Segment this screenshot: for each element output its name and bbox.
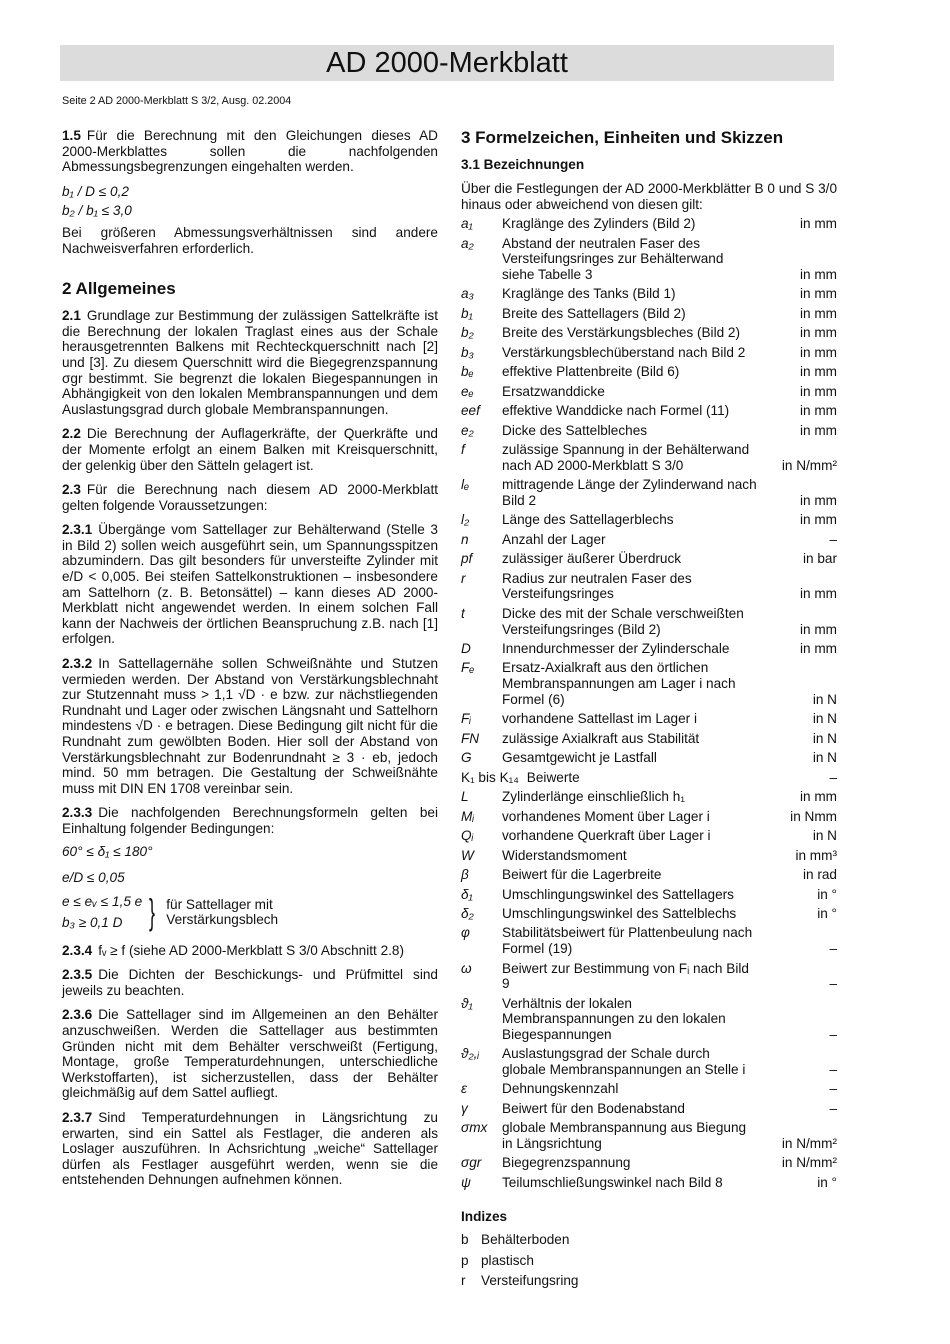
definition-unit: in mm — [799, 286, 837, 302]
definition-symbol: γ — [461, 1100, 468, 1116]
definition-symbol: φ — [461, 925, 470, 941]
definition-symbol: b₃ — [461, 344, 474, 360]
definition-row — [461, 216, 837, 232]
definition-text: Beiwert zur Bestimmung von Fᵢ nach Bild 9 — [502, 960, 749, 992]
definition-unit: in mm — [799, 216, 837, 232]
definition-text: Dehnungskennzahl — [502, 1081, 619, 1097]
definition-symbol: Fᵢ — [461, 711, 471, 727]
definition-unit: in mm — [799, 586, 837, 602]
definition-text: mittragende Länge der Zylinderwand nach Bild 2 — [502, 477, 757, 508]
index-key: b — [461, 1232, 469, 1248]
definition-row — [461, 1175, 837, 1191]
definition-row — [461, 711, 837, 727]
definition-symbol: r — [461, 570, 466, 586]
definition-row — [461, 571, 837, 602]
definition-unit: – — [829, 941, 837, 957]
definition-unit: in N — [812, 750, 837, 766]
definition-symbol: eₑ — [461, 383, 474, 399]
definition-text: vorhandenes Moment über Lager i — [502, 808, 710, 824]
definition-unit: in mm — [799, 305, 837, 321]
definition-text: zulässiger äußerer Überdruck — [502, 551, 682, 567]
section-2-3-5: 2.3.5 Die Dichten der Beschickungs- und Prüfmittel sind jeweils zu beachten. — [62, 967, 438, 998]
definition-row — [461, 809, 837, 825]
definition-row — [461, 961, 837, 992]
definition-symbol: W — [461, 847, 474, 863]
section-2-3-2: 2.3.2 In Sattellagernähe sollen Schweißnähte und Stutzen vermieden werden. Der Abstand von Verstärkungsblechnaht zur Stutzennaht muss > 1,1 √D · e bzw. zur nächstliegenden Rundnaht und Lager oder zwischen Längsnaht und Sattelhorn mindestens √D · e betragen. Diese Bedingung gilt nicht für die Rundnaht zum gewölbten Boden. Hier soll der Abstand von Verstärkungsblechnaht zur Bodenrundnaht ≥ 3 · eb, jedoch mind. 50 mm betragen. Die Gestaltung der Schweißnähte muss mit DIN EN 1708 vereinbar sein. — [62, 656, 438, 796]
condition-b3: b₃ ≥ 0,1 D — [62, 914, 123, 930]
indices-list — [461, 1232, 837, 1289]
definition-unit: in N — [812, 730, 837, 746]
definition-text: Stabilitätsbeiwert für Plattenbeulung nach Formel (19) — [502, 925, 753, 957]
definition-row — [461, 606, 837, 637]
definition-symbol: a₂ — [461, 235, 474, 251]
definition-unit: in mm — [799, 789, 837, 805]
index-value: plastisch — [481, 1252, 534, 1268]
section-2-3-3: 2.3.3 Die nachfolgenden Berechnungsformeln gelten bei Einhaltung folgender Bedingungen: — [62, 805, 438, 836]
definition-row — [461, 384, 837, 400]
definition-symbol: σmx — [461, 1120, 488, 1136]
definition-symbol: eef — [461, 403, 480, 419]
definition-unit: – — [829, 976, 837, 992]
definition-row — [461, 512, 837, 528]
section-2-3-7: 2.3.7 Sind Temperaturdehnungen in Längsrichtung zu erwarten, sind ein Sattel als Festlager, die anderen als Loslager auszuführen. In Achsrichtung „weiche“ Sattellager dürfen als Festlager ausgeführt werden, wenn sie die entstehenden Dehnungen aufnehmen können. — [62, 1109, 438, 1188]
definition-unit: in N — [812, 691, 837, 707]
definition-row — [461, 925, 837, 956]
definition-unit: in mm — [799, 325, 837, 341]
definition-symbol: Mᵢ — [461, 808, 475, 824]
definition-text: Länge des Sattellagerblechs — [502, 512, 674, 528]
symbol-definitions — [461, 216, 837, 1190]
definition-row — [461, 731, 837, 747]
definition-text: Verhältnis der lokalen Membranspannungen zu den lokalen Biegespannungen — [502, 995, 726, 1042]
definition-row — [461, 789, 837, 805]
definition-text: Breite des Verstärkungsbleches (Bild 2) — [502, 325, 741, 341]
condition-delta1: 60° ≤ δ₁ ≤ 180° — [62, 843, 153, 859]
definition-symbol: β — [461, 867, 469, 883]
definition-text: Ersatzwanddicke — [502, 383, 605, 399]
definition-symbol: ϑ₁ — [461, 995, 473, 1011]
definitions-intro: Über die Festlegungen der AD 2000-Merkblätter B 0 und S 3/0 hinaus oder abweichend von diesen gilt: — [461, 181, 837, 212]
definition-text: Innendurchmesser der Zylinderschale — [502, 640, 730, 656]
section-2-3: 2.3 Für die Berechnung nach diesem AD 2000-Merkblatt gelten folgende Voraussetzungen: — [62, 482, 438, 513]
definition-symbol: L — [461, 789, 469, 805]
definition-unit: in mm — [799, 492, 837, 508]
definition-symbol: a₃ — [461, 286, 474, 302]
definition-unit: in N/mm² — [781, 1155, 837, 1171]
definition-row — [461, 442, 837, 473]
definition-unit: in mm — [799, 344, 837, 360]
definition-text: Verstärkungsblechüberstand nach Bild 2 — [502, 344, 746, 360]
definition-row — [461, 1155, 837, 1171]
definition-unit: in N/mm² — [781, 457, 837, 473]
definition-unit: in ° — [817, 905, 837, 921]
definition-unit: in mm — [799, 422, 837, 438]
indices-heading: Indizes — [461, 1208, 508, 1224]
definition-text: Teilumschließungswinkel nach Bild 8 — [502, 1174, 723, 1190]
definition-row — [461, 770, 837, 786]
definition-unit: in mm — [799, 640, 837, 656]
definition-unit: in mm — [799, 364, 837, 380]
definition-unit: – — [829, 1081, 837, 1097]
brace-text-2: Verstärkungsblech — [166, 911, 279, 927]
definition-unit: – — [829, 1061, 837, 1077]
definition-row — [461, 532, 837, 548]
definition-text: Widerstandsmoment — [502, 847, 627, 863]
definition-symbol: δ₁ — [461, 886, 473, 902]
definition-symbol: Qᵢ — [461, 828, 474, 844]
heading-formelzeichen: 3 Formelzeichen, Einheiten und Skizzen — [461, 128, 784, 147]
definition-row — [461, 867, 837, 883]
definition-row — [461, 1120, 837, 1151]
page-title: AD 2000-Merkblatt — [326, 47, 568, 79]
definition-text: Beiwert für den Bodenabstand — [502, 1100, 685, 1116]
condition-e-d: e/D ≤ 0,05 — [62, 869, 125, 885]
definition-text: Auslastungsgrad der Schale durch globale Membranspannungen an Stelle i — [502, 1046, 746, 1077]
definition-text: Beiwert für die Lagerbreite — [502, 867, 662, 883]
definition-symbol: t — [461, 605, 465, 621]
definition-unit: in N — [812, 711, 837, 727]
definition-text: effektive Plattenbreite (Bild 6) — [502, 364, 680, 380]
definition-unit: in rad — [802, 867, 837, 883]
definition-text: Biegegrenzspannung — [502, 1155, 631, 1171]
definition-symbol: lₑ — [461, 477, 470, 493]
brace-text-1: für Sattellager mit — [166, 896, 273, 912]
heading-allgemeines: 2 Allgemeines — [62, 279, 176, 299]
condition-ev: e ≤ eᵥ ≤ 1,5 e — [62, 893, 143, 909]
note-dimension-ratio: Bei größeren Abmessungsverhältnissen sind andere Nachweisverfahren erforderlich. — [62, 224, 438, 256]
formula-b2-b1: b₂ / b₁ ≤ 3,0 — [62, 203, 132, 219]
definition-row — [461, 403, 837, 419]
definition-text: Umschlingungswinkel des Sattelblechs — [502, 905, 737, 921]
definition-row — [461, 828, 837, 844]
conditions-reinforcement — [62, 891, 438, 933]
index-value: Versteifungsring — [481, 1273, 579, 1289]
section-2-2: 2.2 Die Berechnung der Auflagerkräfte, der Querkräfte und der Momente erfolgt an einem Balken mit Kreisquerschnitt, der gelenkig über den Sätteln gelagert ist. — [62, 426, 438, 473]
section-1-5: 1.5 Für die Berechnung mit den Gleichungen dieses AD 2000-Merkblattes sollen die nachfolgenden Abmessungsbegrenzungen eingehalten werden. — [62, 128, 438, 175]
index-key: r — [461, 1273, 466, 1289]
definition-symbol: Fₑ — [461, 660, 475, 676]
definition-symbol: ϑ₂,ᵢ — [461, 1046, 480, 1062]
definition-unit: in mm — [799, 512, 837, 528]
heading-bezeichnungen: 3.1 Bezeichnungen — [461, 157, 585, 172]
formula-b1-d: b₁ / D ≤ 0,2 — [62, 183, 129, 199]
definition-symbol: FN — [461, 730, 480, 746]
definition-unit: – — [829, 769, 837, 785]
definition-symbol: bₑ — [461, 364, 474, 380]
right-column — [461, 128, 837, 1294]
index-row — [461, 1273, 837, 1289]
definition-unit: in N — [812, 828, 837, 844]
definition-text: Breite des Sattellagers (Bild 2) — [502, 305, 686, 321]
definition-text: Dicke des Sattelbleches — [502, 422, 648, 438]
definition-symbol: n — [461, 531, 469, 547]
definition-unit: in mm — [799, 383, 837, 399]
definition-unit: in N/mm² — [781, 1135, 837, 1151]
definition-row — [461, 306, 837, 322]
definition-row — [461, 641, 837, 657]
definition-symbol: l₂ — [461, 512, 470, 528]
definition-text: Ersatz-Axialkraft aus den örtlichen Membranspannungen am Lager i nach Formel (6) — [502, 660, 736, 707]
definition-text: vorhandene Querkraft über Lager i — [502, 828, 711, 844]
definition-row — [461, 848, 837, 864]
definition-unit: in mm — [799, 266, 837, 282]
definition-row — [461, 364, 837, 380]
definition-text: globale Membranspannung aus Biegung in Längsrichtung — [502, 1120, 747, 1151]
definition-unit: – — [829, 1026, 837, 1042]
definition-text: Zylinderlänge einschließlich h₁ — [502, 789, 685, 805]
definition-symbol: D — [461, 640, 471, 656]
definition-symbol: e₂ — [461, 422, 474, 438]
definition-row — [461, 477, 837, 508]
definition-row — [461, 1081, 837, 1097]
definition-unit: in ° — [817, 886, 837, 902]
definition-symbol: ψ — [461, 1174, 471, 1190]
section-2-3-4: 2.3.4 fᵥ ≥ f (siehe AD 2000-Merkblatt S 3/0 Abschnitt 2.8) — [62, 942, 404, 958]
definition-text: Kraglänge des Tanks (Bild 1) — [502, 286, 676, 302]
definition-row — [461, 906, 837, 922]
definition-row — [461, 1101, 837, 1117]
definition-symbol: b₂ — [461, 325, 474, 341]
definition-symbol: pf — [461, 551, 473, 567]
section-2-3-1: 2.3.1 Übergänge vom Sattellager zur Behälterwand (Stelle 3 in Bild 2) sollen weich ausgeführt sein, um Spannungsspitzen abzumindern. Das gilt besonders für unversteifte Zylinder mit e/D < 0,005. Bei steifen Sattelkonstruktionen – insbesondere am Sattelhorn (z. B. Betonsättel) – kann dieses AD 2000-Merkblatt nicht angewendet werden. In einem solchen Fall kann der Nachweis der örtlichen Beanspruchung z.B. nach [1] erfolgen. — [62, 522, 438, 647]
definition-text: Radius zur neutralen Faser des Versteifungsringes — [502, 570, 692, 602]
definition-text: Anzahl der Lager — [502, 531, 606, 547]
definition-text: vorhandene Sattellast im Lager i — [502, 711, 697, 727]
left-column — [62, 128, 438, 1197]
definition-text: zulässige Axialkraft aus Stabilität — [502, 730, 700, 746]
definition-text: zulässige Spannung in der Behälterwand nach AD 2000-Merkblatt S 3/0 — [502, 442, 750, 473]
definition-text: Kraglänge des Zylinders (Bild 2) — [502, 216, 696, 232]
definition-unit: in ° — [817, 1174, 837, 1190]
definition-text: Beiwerte — [526, 769, 580, 785]
page-subheader: Seite 2 AD 2000-Merkblatt S 3/2, Ausg. 02.2004 — [62, 95, 292, 107]
definition-row — [461, 551, 837, 567]
definition-unit: in Nmm — [790, 808, 837, 824]
definition-symbol: ω — [461, 960, 472, 976]
definition-unit: in bar — [802, 551, 837, 567]
definition-unit: – — [829, 1100, 837, 1116]
definition-unit: in mm³ — [795, 847, 837, 863]
definition-text: Abstand der neutralen Faser des Versteifungsringes zur Behälterwand siehe Tabelle 3 — [502, 235, 724, 282]
definition-row — [461, 423, 837, 439]
definition-row — [461, 286, 837, 302]
definition-symbol: σgr — [461, 1155, 482, 1171]
definition-row — [461, 996, 837, 1043]
definition-row — [461, 660, 837, 707]
section-2-1: 2.1 Grundlage zur Bestimmung der zulässigen Sattelkräfte ist die Berechnung der lokalen Traglast eines aus der Schale herausgetrennten Balkens mit Rechteckquerschnitt nach [2] und [3]. Zu diesem Querschnitt wird die Biegegrenzspannung σgr bestimmt. Sie begrenzt die lokalen Biegespannungen in Abhängigkeit von den lokalen Membranspannungen und dem Auslastungsgrad durch globale Membranspannungen. — [62, 308, 438, 417]
definition-unit: in mm — [799, 621, 837, 637]
definition-symbol: δ₂ — [461, 905, 474, 921]
definition-symbol: G — [461, 750, 472, 766]
definition-row — [461, 1046, 837, 1077]
definition-text: Umschlingungswinkel des Sattellagers — [502, 886, 734, 902]
definition-text: effektive Wanddicke nach Formel (11) — [502, 403, 730, 419]
section-2-3-6: 2.3.6 Die Sattellager sind im Allgemeinen an den Behälter anzuschweißen. Werden die Sattellager aus bestimmten Gründen nicht mit dem Behälter verschweißt (Fertigung, Montage, große Temperaturdehnungen, unterschiedliche Werkstoffarten), ist sicherzustellen, dass der Behälter gleichmäßig auf dem Sattel aufliegt. — [62, 1007, 438, 1101]
definition-symbol: a₁ — [461, 216, 473, 232]
brace-symbol: } — [149, 890, 156, 932]
index-value: Behälterboden — [481, 1232, 570, 1248]
definition-row — [461, 236, 837, 283]
definition-row — [461, 325, 837, 341]
definition-symbol: K₁ bis K₁₄ — [461, 769, 519, 785]
definition-row — [461, 345, 837, 361]
definition-row — [461, 887, 837, 903]
definition-row — [461, 750, 837, 766]
index-row — [461, 1253, 837, 1269]
title-banner — [60, 45, 834, 81]
definition-symbol: b₁ — [461, 305, 473, 321]
definition-text: Gesamtgewicht je Lastfall — [502, 750, 657, 766]
definition-symbol: f — [461, 442, 465, 458]
index-row — [461, 1232, 837, 1248]
definition-unit: in mm — [799, 403, 837, 419]
definition-symbol: ε — [461, 1081, 467, 1097]
definition-text: Dicke des mit der Schale verschweißten Versteifungsringes (Bild 2) — [502, 605, 744, 637]
index-key: p — [461, 1252, 469, 1268]
definition-unit: – — [829, 531, 837, 547]
